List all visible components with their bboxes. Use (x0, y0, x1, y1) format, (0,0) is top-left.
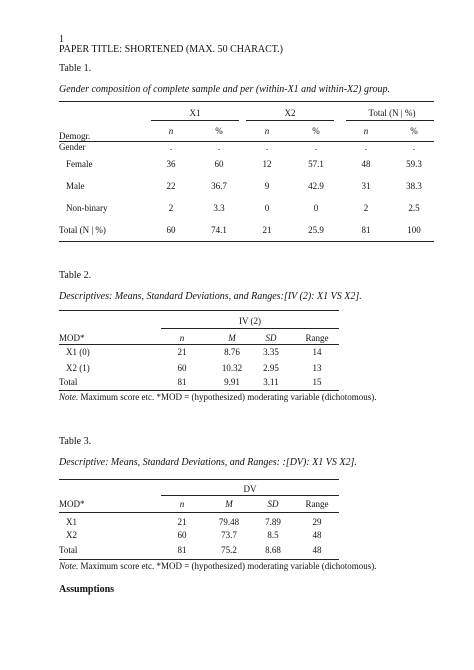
table1-label: Table 1. (59, 63, 92, 74)
table3-title: Descriptive: Means, Standard Deviations, and Ranges: :[DV): X1 VS X2]. (59, 457, 357, 468)
table2-cell: 3.11 (263, 377, 279, 387)
table1-bottom-rule (59, 241, 434, 242)
table2-note (59, 392, 377, 403)
table2-bottom-rule (59, 390, 339, 391)
table1-cell: . (412, 142, 416, 152)
table1-cell: 36.7 (211, 181, 227, 191)
table2-top-rule (59, 310, 339, 311)
table3-row-label: Total (59, 545, 78, 555)
table2-row-label: X2 (1) (66, 363, 90, 373)
table2-cell: 3.35 (263, 347, 279, 357)
table3-top-rule (59, 479, 339, 480)
table1-title: Gender composition of complete sample and per (within-X1 and within-X2) group. (59, 84, 390, 95)
table1-cell: 60 (214, 159, 224, 169)
table1-cell: 0 (264, 203, 270, 213)
table1-subheader: % (312, 126, 320, 136)
table2-cell: 2.95 (263, 363, 279, 373)
table1-cell: 0 (313, 203, 319, 213)
table1-subheader: n (168, 126, 174, 136)
table3-note-label: Note. (59, 561, 79, 571)
table2-row-header: MOD* (59, 333, 85, 343)
table1-cell: . (217, 142, 221, 152)
table1-cell: 57.1 (308, 159, 324, 169)
table1-subheader: % (410, 126, 418, 136)
table3-row-label: X2 (66, 530, 77, 540)
table1-group-rule-x2 (246, 120, 334, 121)
table1-group-rule-total (346, 120, 434, 121)
table1-cell: 36 (166, 159, 176, 169)
table3-cell: 7.89 (265, 517, 281, 527)
table3-cell: 73.7 (221, 530, 237, 540)
table2-subheader: SD (265, 333, 277, 343)
table2-label: Table 2. (59, 270, 92, 281)
table3-cell: 21 (177, 517, 187, 527)
table1-cell: 21 (262, 225, 272, 235)
table1-cell: 60 (166, 225, 176, 235)
table2-cell: 81 (177, 377, 187, 387)
table1-row-label: Non-binary (66, 203, 108, 213)
table1-cell: 42.9 (308, 181, 324, 191)
table2-group-rule (161, 328, 339, 329)
table3-cell: 79.48 (218, 517, 240, 527)
table1-group-header-x2: X2 (284, 108, 296, 118)
table1-cell: 12 (262, 159, 272, 169)
table3-cell: 75.2 (221, 545, 237, 555)
table2-cell: 15 (312, 377, 322, 387)
table3-group-header: DV (243, 484, 257, 494)
table1-subheader: % (215, 126, 223, 136)
table1-cell: . (265, 142, 269, 152)
table1-cell: 38.3 (406, 181, 422, 191)
table2-row-label: Total (59, 377, 78, 387)
section-heading: Assumptions (59, 584, 115, 595)
table1-cell: 59.3 (406, 159, 422, 169)
table1-cell: 74.1 (211, 225, 227, 235)
table1-row-header: Demogr. (59, 131, 91, 141)
table1-cell: . (314, 142, 318, 152)
table1-cell: . (169, 142, 173, 152)
table1-cell: 2.5 (408, 203, 420, 213)
table3-header-rule (59, 512, 339, 513)
table1-cell: . (364, 142, 368, 152)
table1-cell: 25.9 (308, 225, 324, 235)
table1-group-header-x1: X1 (189, 108, 201, 118)
table1-cell: 81 (361, 225, 371, 235)
table3-bottom-rule (59, 559, 339, 560)
table1-row-label: Female (66, 159, 93, 169)
table1-top-rule (59, 101, 434, 102)
table1-row-label: Total (N | %) (59, 225, 106, 235)
table3-row-label: X1 (66, 517, 77, 527)
table2-group-header: IV (2) (238, 316, 262, 326)
running-head: PAPER TITLE: SHORTENED (MAX. 50 CHARACT.) (59, 44, 283, 55)
table2-cell: 10.32 (221, 363, 243, 373)
table1-cell: 31 (361, 181, 371, 191)
table3-cell: 8.68 (265, 545, 281, 555)
table2-row-label: X1 (0) (66, 347, 90, 357)
table3-row-header: MOD* (59, 499, 85, 509)
table1-subheader: n (363, 126, 369, 136)
table1-group-rule-x1 (151, 120, 239, 121)
table3-cell: 48 (312, 545, 322, 555)
table1-cell: 2 (168, 203, 174, 213)
table2-cell: 60 (177, 363, 187, 373)
table2-cell: 9.91 (224, 377, 240, 387)
table3-cell: 29 (312, 517, 322, 527)
table3-subheader: M (225, 499, 233, 509)
table1-cell: 22 (166, 181, 176, 191)
table1-group-header-total: Total (N | %) (368, 108, 416, 118)
table2-cell: 14 (312, 347, 322, 357)
table3-cell: 48 (312, 530, 322, 540)
table3-note (59, 561, 377, 572)
table1-cell: 2 (363, 203, 369, 213)
table3-cell: 8.5 (267, 530, 279, 540)
table2-cell: 13 (312, 363, 322, 373)
table1-section-label: Gender (59, 142, 86, 152)
table2-header-rule (59, 344, 339, 345)
table2-cell: 21 (177, 347, 187, 357)
table2-subheader: n (179, 333, 185, 343)
table3-subheader: Range (305, 499, 329, 509)
table3-label: Table 3. (59, 436, 92, 447)
table3-group-rule (161, 495, 339, 496)
table1-header-rule (59, 141, 434, 142)
table3-cell: 81 (177, 545, 187, 555)
table1-cell: 100 (407, 225, 421, 235)
table3-subheader: SD (267, 499, 279, 509)
table3-note-text: Maximum score etc. *MOD = (hypothesized) moderating variable (dichotomous). (78, 561, 377, 571)
table1-subheader: n (264, 126, 270, 136)
table1-cell: 9 (264, 181, 270, 191)
table2-subheader: Range (305, 333, 329, 343)
page-number: 1 (59, 34, 64, 45)
table1-cell: 48 (361, 159, 371, 169)
table2-cell: 8.76 (224, 347, 240, 357)
table3-cell: 60 (177, 530, 187, 540)
table1-cell: 3.3 (213, 203, 225, 213)
table2-note-text: Maximum score etc. *MOD = (hypothesized) moderating variable (dichotomous). (78, 392, 377, 402)
table3-subheader: n (179, 499, 185, 509)
table2-note-label: Note. (59, 392, 79, 402)
table1-row-label: Male (66, 181, 85, 191)
table2-subheader: M (228, 333, 236, 343)
table2-title: Descriptives: Means, Standard Deviations, and Ranges:[IV (2): X1 VS X2]. (59, 291, 362, 302)
